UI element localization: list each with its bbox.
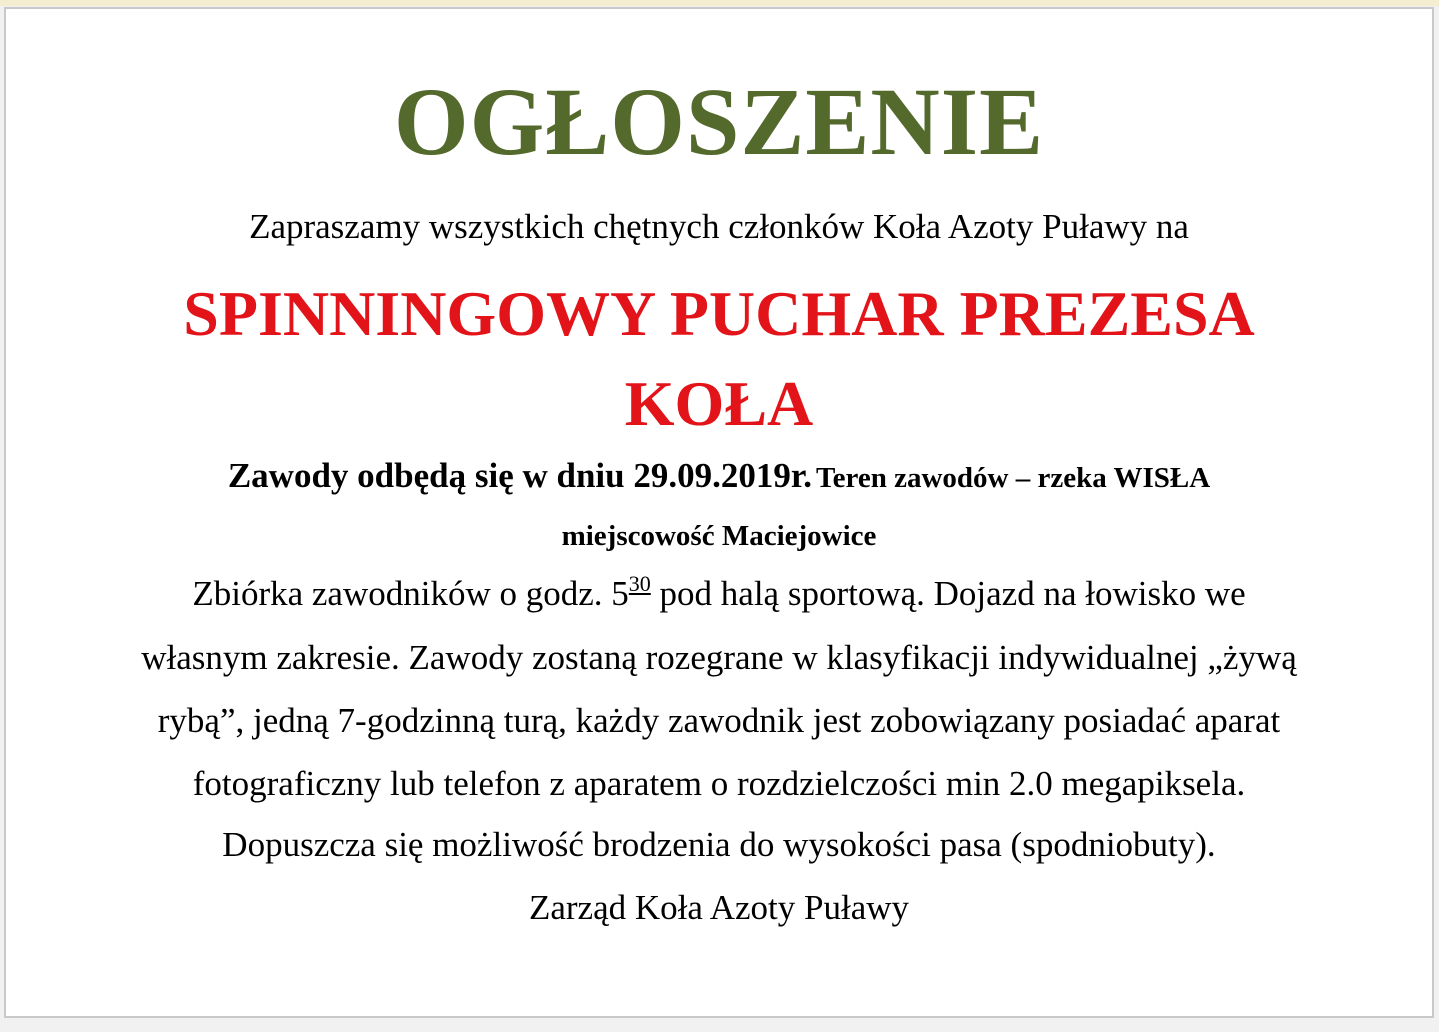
body-line-5: Dopuszcza się możliwość brodzenia do wysokości pasa (spodniobuty).	[222, 825, 1216, 864]
gathering-time-minutes: 30	[628, 571, 651, 596]
announcement-page	[4, 7, 1434, 1018]
event-title-line-1: SPINNINGOWY PUCHAR PREZESA	[183, 278, 1255, 349]
event-location-river: Teren zawodów – rzeka WISŁA	[815, 462, 1211, 494]
gathering-time-text: Zbiórka zawodników o godz. 5	[192, 574, 629, 613]
event-date-line	[6, 453, 1432, 506]
invite-text: Zapraszamy wszystkich chętnych członków Koła Azoty Puławy na	[249, 207, 1189, 246]
body-line-3: rybą”, jedną 7-godzinną turą, każdy zawodnik jest zobowiązany posiadać aparat	[157, 701, 1281, 740]
gathering-place-text: pod halą sportową. Dojazd na łowisko we	[659, 574, 1246, 613]
event-place: miejscowość Maciejowice	[561, 520, 877, 552]
body-line-2: własnym zakresie. Zawody zostaną rozegrane w klasyfikacji indywidualnej „żywą	[141, 638, 1297, 677]
event-title-line-2: KOŁA	[624, 368, 814, 439]
announcement-heading: OGŁOSZENIE	[393, 68, 1045, 175]
event-date: Zawody odbędą się w dniu 29.09.2019r.	[227, 456, 812, 495]
top-accent-bar	[0, 0, 1439, 6]
signature: Zarząd Koła Azoty Puławy	[528, 888, 910, 927]
body-line-4: fotograficzny lub telefon z aparatem o rozdzielczości min 2.0 megapiksela.	[192, 764, 1246, 803]
body-line-1	[6, 571, 1432, 617]
